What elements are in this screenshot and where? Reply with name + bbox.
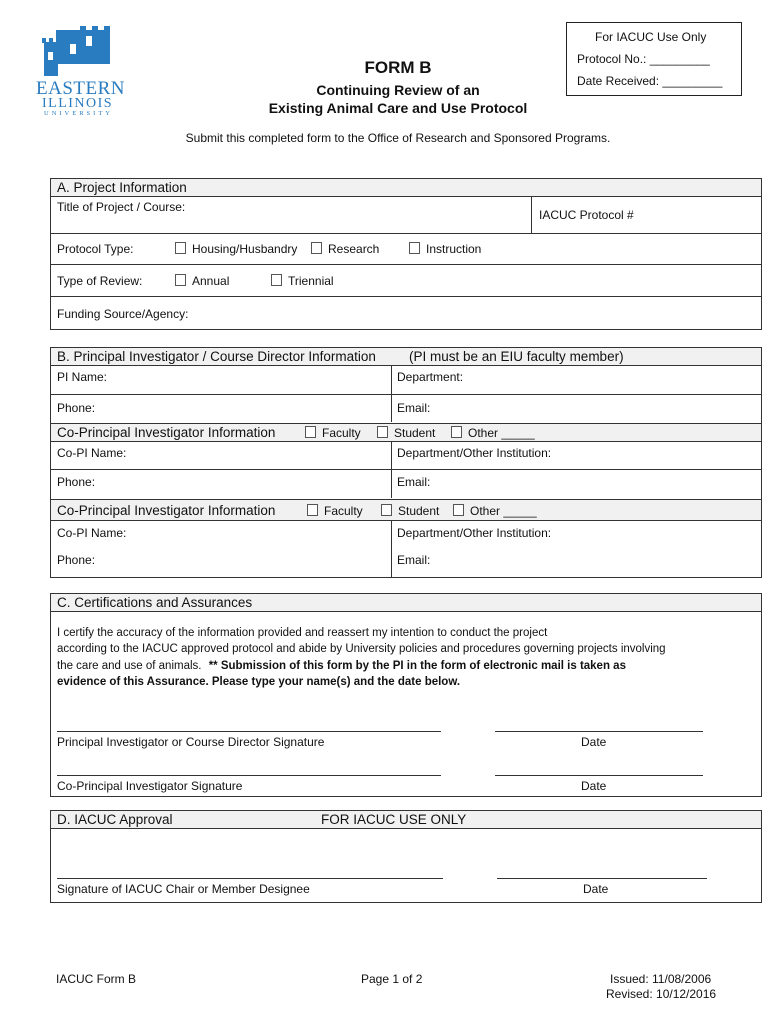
checkbox-instruction[interactable]: Instruction	[409, 242, 481, 256]
certification-line-1: I certify the accuracy of the information provided and reassert my intention to conduct the project	[57, 627, 548, 639]
date-received-field: Date Received: _________	[577, 74, 723, 88]
checkbox-annual[interactable]: Annual	[175, 274, 229, 288]
co-pi-1-other-checkbox[interactable]: Other _____	[451, 426, 535, 440]
funding-source-label: Funding Source/Agency:	[57, 307, 189, 321]
co-pi-1-email-label: Email:	[397, 475, 431, 489]
section-a-title: A. Project Information	[57, 180, 187, 195]
co-pi-2-title: Co-Principal Investigator Information	[57, 503, 276, 518]
pi-date-line[interactable]	[495, 731, 703, 732]
pi-email-label: Email:	[397, 401, 431, 415]
co-pi-2-faculty-checkbox[interactable]: Faculty	[307, 504, 363, 518]
pi-date-label: Date	[581, 735, 607, 749]
section-c-header	[51, 594, 761, 612]
pi-phone-label: Phone:	[57, 401, 96, 415]
footer-issued-date: Issued: 11/08/2006	[610, 972, 712, 986]
footer-revised-date: Revised: 10/12/2016	[606, 987, 717, 1001]
pi-department-label: Department:	[397, 370, 464, 384]
section-iacuc-approval	[50, 810, 762, 903]
checkbox-icon	[453, 504, 464, 516]
section-c-title: C. Certifications and Assurances	[57, 595, 253, 610]
co-pi-1-dept-label: Department/Other Institution:	[397, 446, 552, 460]
co-pi-2-student-checkbox[interactable]: Student	[381, 504, 439, 518]
certification-line-4: evidence of this Assurance. Please type your name(s) and the date below.	[57, 676, 461, 688]
logo-text-eastern: EASTERN	[36, 78, 125, 99]
checkbox-icon	[377, 426, 388, 438]
protocol-no-field: Protocol No.: _________	[577, 52, 710, 66]
co-pi-1-phone-label: Phone:	[57, 475, 96, 489]
co-pi-2-dept-label: Department/Other Institution:	[397, 526, 552, 540]
chair-date-label: Date	[583, 882, 609, 896]
checkbox-triennial[interactable]: Triennial	[271, 274, 334, 288]
section-b-note: (PI must be an EIU faculty member)	[409, 349, 624, 364]
co-pi-1-student-checkbox[interactable]: Student	[377, 426, 435, 440]
co-pi-2-other-checkbox[interactable]: Other _____	[453, 504, 537, 518]
section-pi-information	[50, 347, 762, 578]
co-pi-1-title: Co-Principal Investigator Information	[57, 425, 276, 440]
iacuc-protocol-number-label: IACUC Protocol #	[539, 208, 634, 222]
title-of-project-label: Title of Project / Course:	[57, 200, 186, 214]
co-pi-2-phone-label: Phone:	[57, 553, 96, 567]
checkbox-icon	[305, 426, 316, 438]
section-d-note: FOR IACUC USE ONLY	[321, 812, 467, 827]
section-b-header	[51, 348, 761, 366]
co-pi-1-header	[51, 423, 761, 442]
section-a-header	[51, 179, 761, 197]
certification-line-3: the care and use of animals. ** Submission of this form by the PI in the form of electronic mail is taken as	[57, 660, 626, 672]
checkbox-icon	[175, 274, 186, 286]
footer-page-number: Page 1 of 2	[361, 972, 423, 986]
co-pi-signature-line[interactable]	[57, 775, 441, 776]
chair-signature-label: Signature of IACUC Chair or Member Designee	[57, 882, 310, 896]
chair-date-line[interactable]	[497, 878, 707, 879]
co-pi-2-name-label: Co-PI Name:	[57, 526, 127, 540]
form-subtitle-1: Continuing Review of an	[316, 82, 480, 98]
co-pi-1-name-label: Co-PI Name:	[57, 446, 127, 460]
section-project-information	[50, 178, 762, 330]
section-certifications	[50, 593, 762, 797]
logo-text-university: UNIVERSITY	[44, 110, 113, 117]
checkbox-icon	[271, 274, 282, 286]
section-b-title: B. Principal Investigator / Course Director Information	[57, 349, 376, 364]
checkbox-research[interactable]: Research	[311, 242, 379, 256]
co-pi-2-email-label: Email:	[397, 553, 431, 567]
form-title: FORM B	[364, 58, 432, 77]
co-pi-1-faculty-checkbox[interactable]: Faculty	[305, 426, 361, 440]
checkbox-icon	[381, 504, 392, 516]
form-subtitle-2: Existing Animal Care and Use Protocol	[268, 100, 528, 116]
checkbox-housing[interactable]: Housing/Husbandry	[175, 242, 297, 256]
checkbox-icon	[175, 242, 186, 254]
checkbox-icon	[311, 242, 322, 254]
checkbox-icon	[307, 504, 318, 516]
footer-form-name: IACUC Form B	[56, 972, 137, 986]
checkbox-icon	[409, 242, 420, 254]
co-pi-date-line[interactable]	[495, 775, 703, 776]
type-of-review-label: Type of Review:	[57, 274, 143, 288]
checkbox-icon	[451, 426, 462, 438]
co-pi-date-label: Date	[581, 779, 607, 793]
pi-name-label: PI Name:	[57, 370, 108, 384]
section-d-title: D. IACUC Approval	[57, 812, 173, 827]
co-pi-2-header	[51, 499, 761, 521]
section-d-header	[51, 811, 761, 829]
protocol-type-label: Protocol Type:	[57, 242, 134, 256]
logo-text-illinois: ILLINOIS	[42, 96, 114, 111]
pi-signature-line[interactable]	[57, 731, 441, 732]
iacuc-box-title: For IACUC Use Only	[595, 30, 707, 44]
chair-signature-line[interactable]	[57, 878, 443, 879]
certification-line-2: according to the IACUC approved protocol and abide by University policies and procedures governing projects involving	[57, 643, 666, 655]
pi-signature-label: Principal Investigator or Course Director Signature	[57, 735, 325, 749]
submission-instructions: Submit this completed form to the Office of Research and Sponsored Programs.	[185, 131, 611, 145]
co-pi-signature-label: Co-Principal Investigator Signature	[57, 779, 243, 793]
